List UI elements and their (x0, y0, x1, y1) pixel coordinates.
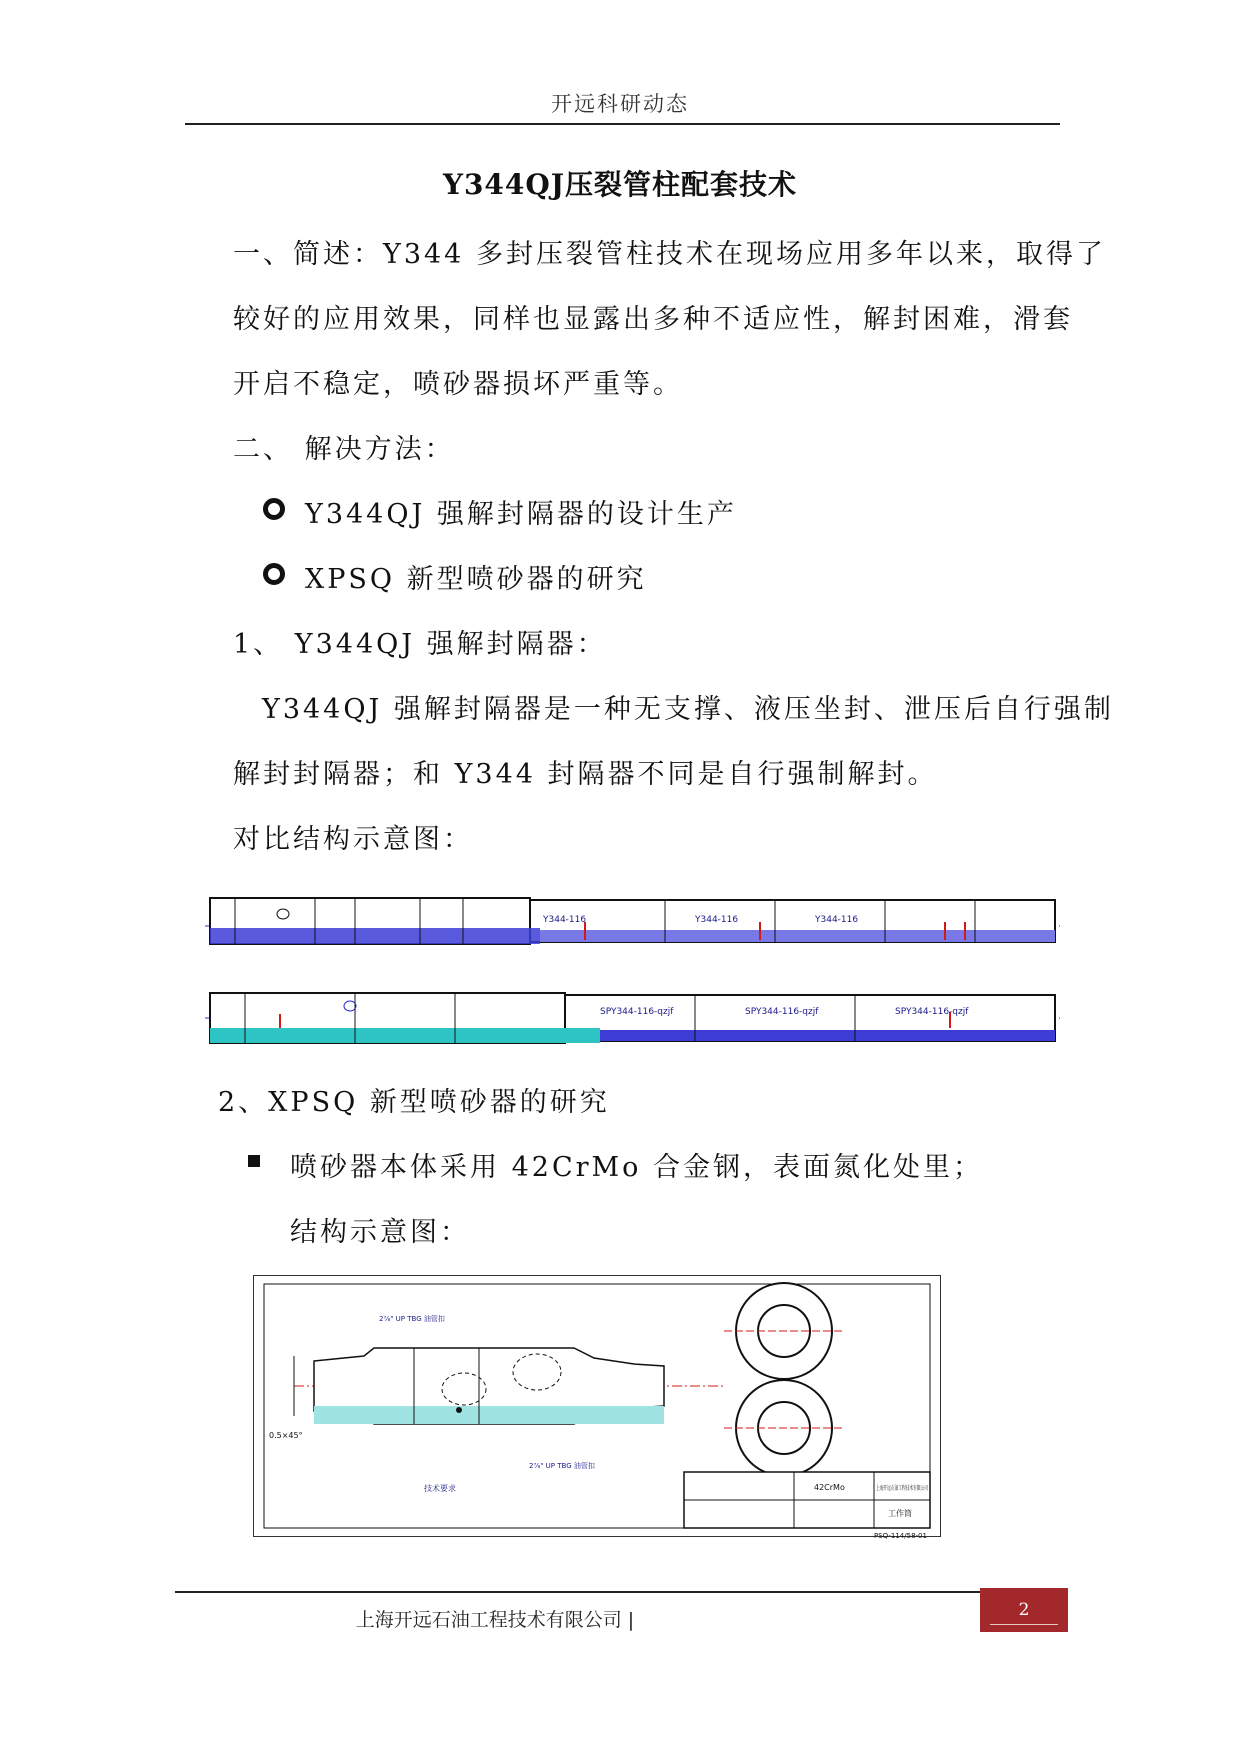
bottom-tool-label-3: SPY344-116-qzjf (895, 1007, 969, 1017)
sprayer-body-section (269, 1314, 724, 1493)
document-title: Y344QJ压裂管柱配套技术 (442, 168, 798, 201)
footer-rule (175, 1591, 990, 1593)
chamfer-label: 0.5×45° (269, 1431, 303, 1440)
structure-caption: 结构示意图： (290, 1217, 470, 1248)
footer-company: 上海开远石油工程技术有限公司 | (355, 1609, 635, 1631)
header-title: 开远科研动态 (551, 92, 689, 116)
part-name-cell: 工作筒 (888, 1509, 912, 1518)
top-tool-label-3: Y344-116 (815, 915, 859, 925)
bottom-tool-label-1: SPY344-116-qzjf (600, 1007, 674, 1017)
subsection1-line2: 解封封隔器；和 Y344 封隔器不同是自行强制解封。 (233, 759, 938, 790)
thread-note-top: 2⅞" UP TBG 油管扣 (379, 1315, 445, 1323)
section1-line3: 开启不稳定，喷砂器损坏严重等。 (233, 369, 683, 400)
tech-requirements-title: 技术要求 (424, 1484, 456, 1493)
packer-comparison-figure (205, 888, 1060, 1058)
bullet-item-material: 喷砂器本体采用 42CrMo 合金钢，表面氮化处里； (290, 1152, 983, 1183)
page-badge-underline (990, 1624, 1058, 1625)
page-number-badge: 2 (980, 1588, 1068, 1632)
company-cell: 上海开远石油工程技术有限公司 (876, 1485, 961, 1492)
sprayer-drawing-svg (254, 1276, 961, 1540)
thread-note-bottom: 2⅞" UP TBG 油管扣 (529, 1462, 595, 1470)
cross-section-views (724, 1283, 844, 1476)
ring-bullet-icon (263, 563, 285, 585)
bullet-item-packer: Y344QJ 强解封隔器的设计生产 (305, 499, 737, 530)
title-block (684, 1472, 961, 1540)
sprayer-engineering-drawing (253, 1275, 961, 1540)
top-tool-label-2: Y344-116 (695, 915, 739, 925)
section2-heading: 二、 解决方法： (233, 434, 455, 465)
subsection1-line1: Y344QJ 强解封隔器是一种无支撑、液压坐封、泄压后自行强制 (262, 694, 1114, 725)
ring-bullet-icon (263, 498, 285, 520)
top-tool-label-1: Y344-116 (543, 915, 587, 925)
drawing-number-cell: PSQ-114/58-01 (874, 1532, 927, 1540)
subsection2-heading: 2、XPSQ 新型喷砂器的研究 (218, 1087, 610, 1118)
bottom-tool-label-2: SPY344-116-qzjf (745, 1007, 819, 1017)
material-cell: 42CrMo (814, 1483, 845, 1492)
bullet-item-sprayer: XPSQ 新型喷砂器的研究 (305, 564, 647, 595)
square-bullet-icon (248, 1155, 260, 1167)
y344-packer-drawing (205, 898, 1060, 944)
spy344-qzjf-packer-drawing (205, 993, 1060, 1043)
comparison-caption: 对比结构示意图： (233, 824, 473, 855)
header-rule (185, 123, 1060, 125)
section1-line2: 较好的应用效果，同样也显露出多种不适应性，解封困难，滑套 (233, 304, 1073, 335)
section1-line1: 一、简述：Y344 多封压裂管柱技术在现场应用多年以来，取得了 (233, 239, 1106, 270)
subsection1-heading: 1、 Y344QJ 强解封隔器： (233, 629, 607, 660)
